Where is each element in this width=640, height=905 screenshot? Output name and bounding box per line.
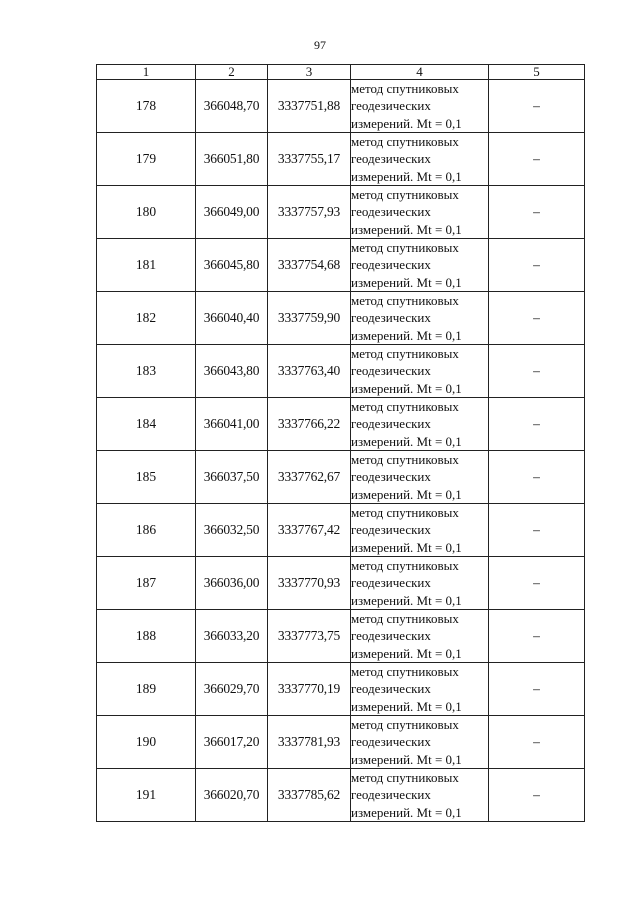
method-line: метод спутниковых [351, 134, 459, 150]
x-coordinate-cell: 366033,20 [196, 610, 268, 663]
table-row [97, 557, 585, 610]
method-line: метод спутниковых [351, 770, 459, 786]
point-number-cell: 187 [97, 557, 196, 610]
x-coordinate-cell: 366032,50 [196, 504, 268, 557]
y-coordinate-cell: 3337785,62 [268, 769, 351, 822]
method-line: метод спутниковых [351, 346, 459, 362]
point-number-cell: 182 [97, 292, 196, 345]
point-number-cell: 191 [97, 769, 196, 822]
point-number-cell: 180 [97, 186, 196, 239]
method-line: измерений. Mt = 0,1 [351, 274, 462, 290]
table-row [97, 504, 585, 557]
table-row [97, 345, 585, 398]
method-line: геодезических [351, 787, 431, 803]
method-line: метод спутниковых [351, 452, 459, 468]
column-header: 1 [97, 65, 196, 80]
method-line: геодезических [351, 151, 431, 167]
method-cell [351, 663, 489, 716]
table-row [97, 451, 585, 504]
method-cell [351, 345, 489, 398]
note-cell: – [489, 557, 585, 610]
table-body [97, 80, 585, 822]
y-coordinate-cell: 3337766,22 [268, 398, 351, 451]
method-line: измерений. Mt = 0,1 [351, 804, 462, 820]
point-number-cell: 186 [97, 504, 196, 557]
method-line: измерений. Mt = 0,1 [351, 327, 462, 343]
table-row [97, 133, 585, 186]
point-number-cell: 181 [97, 239, 196, 292]
point-number-cell: 189 [97, 663, 196, 716]
point-number-cell: 190 [97, 716, 196, 769]
method-line: измерений. Mt = 0,1 [351, 221, 462, 237]
table-row [97, 292, 585, 345]
method-line: измерений. Mt = 0,1 [351, 433, 462, 449]
method-line: измерений. Mt = 0,1 [351, 698, 462, 714]
method-cell [351, 80, 489, 133]
y-coordinate-cell: 3337767,42 [268, 504, 351, 557]
method-line: метод спутниковых [351, 187, 459, 203]
x-coordinate-cell: 366051,80 [196, 133, 268, 186]
table-row [97, 186, 585, 239]
table-row [97, 398, 585, 451]
method-cell [351, 769, 489, 822]
table-row [97, 80, 585, 133]
x-coordinate-cell: 366029,70 [196, 663, 268, 716]
x-coordinate-cell: 366037,50 [196, 451, 268, 504]
method-line: геодезических [351, 98, 431, 114]
method-cell [351, 292, 489, 345]
note-cell: – [489, 769, 585, 822]
table-row [97, 239, 585, 292]
method-line: метод спутниковых [351, 558, 459, 574]
method-cell [351, 610, 489, 663]
method-line: измерений. Mt = 0,1 [351, 539, 462, 555]
method-line: измерений. Mt = 0,1 [351, 592, 462, 608]
coordinates-table [96, 64, 585, 822]
table-row [97, 663, 585, 716]
method-line: метод спутниковых [351, 664, 459, 680]
method-line: геодезических [351, 204, 431, 220]
point-number-cell: 183 [97, 345, 196, 398]
method-line: метод спутниковых [351, 505, 459, 521]
x-coordinate-cell: 366041,00 [196, 398, 268, 451]
note-cell: – [489, 663, 585, 716]
note-cell: – [489, 133, 585, 186]
y-coordinate-cell: 3337773,75 [268, 610, 351, 663]
method-line: геодезических [351, 257, 431, 273]
table-row [97, 769, 585, 822]
x-coordinate-cell: 366020,70 [196, 769, 268, 822]
method-line: метод спутниковых [351, 81, 459, 97]
column-header: 2 [196, 65, 268, 80]
y-coordinate-cell: 3337770,93 [268, 557, 351, 610]
table-row [97, 716, 585, 769]
note-cell: – [489, 239, 585, 292]
y-coordinate-cell: 3337759,90 [268, 292, 351, 345]
method-cell [351, 557, 489, 610]
column-header: 3 [268, 65, 351, 80]
method-line: метод спутниковых [351, 240, 459, 256]
table-header-row [97, 65, 585, 80]
x-coordinate-cell: 366040,40 [196, 292, 268, 345]
method-line: метод спутниковых [351, 293, 459, 309]
note-cell: – [489, 610, 585, 663]
method-line: геодезических [351, 310, 431, 326]
method-cell [351, 239, 489, 292]
x-coordinate-cell: 366045,80 [196, 239, 268, 292]
method-line: измерений. Mt = 0,1 [351, 115, 462, 131]
y-coordinate-cell: 3337770,19 [268, 663, 351, 716]
x-coordinate-cell: 366048,70 [196, 80, 268, 133]
method-cell [351, 451, 489, 504]
method-line: геодезических [351, 363, 431, 379]
page-number: 97 [314, 38, 326, 52]
method-line: измерений. Mt = 0,1 [351, 645, 462, 661]
method-line: измерений. Mt = 0,1 [351, 751, 462, 767]
x-coordinate-cell: 366049,00 [196, 186, 268, 239]
method-line: измерений. Mt = 0,1 [351, 380, 462, 396]
method-line: геодезических [351, 469, 431, 485]
note-cell: – [489, 292, 585, 345]
point-number-cell: 188 [97, 610, 196, 663]
method-cell [351, 398, 489, 451]
method-line: измерений. Mt = 0,1 [351, 486, 462, 502]
method-line: геодезических [351, 628, 431, 644]
y-coordinate-cell: 3337781,93 [268, 716, 351, 769]
y-coordinate-cell: 3337754,68 [268, 239, 351, 292]
note-cell: – [489, 504, 585, 557]
method-line: геодезических [351, 575, 431, 591]
y-coordinate-cell: 3337763,40 [268, 345, 351, 398]
method-line: геодезических [351, 416, 431, 432]
point-number-cell: 179 [97, 133, 196, 186]
method-line: метод спутниковых [351, 611, 459, 627]
x-coordinate-cell: 366017,20 [196, 716, 268, 769]
method-line: геодезических [351, 681, 431, 697]
note-cell: – [489, 451, 585, 504]
method-line: метод спутниковых [351, 399, 459, 415]
note-cell: – [489, 80, 585, 133]
column-header: 5 [489, 65, 585, 80]
y-coordinate-cell: 3337762,67 [268, 451, 351, 504]
x-coordinate-cell: 366043,80 [196, 345, 268, 398]
method-cell [351, 716, 489, 769]
method-cell [351, 504, 489, 557]
note-cell: – [489, 186, 585, 239]
point-number-cell: 178 [97, 80, 196, 133]
method-cell [351, 133, 489, 186]
note-cell: – [489, 345, 585, 398]
point-number-cell: 184 [97, 398, 196, 451]
method-line: измерений. Mt = 0,1 [351, 168, 462, 184]
method-line: метод спутниковых [351, 717, 459, 733]
note-cell: – [489, 716, 585, 769]
method-line: геодезических [351, 522, 431, 538]
point-number-cell: 185 [97, 451, 196, 504]
y-coordinate-cell: 3337755,17 [268, 133, 351, 186]
method-cell [351, 186, 489, 239]
note-cell: – [489, 398, 585, 451]
column-header: 4 [351, 65, 489, 80]
y-coordinate-cell: 3337751,88 [268, 80, 351, 133]
y-coordinate-cell: 3337757,93 [268, 186, 351, 239]
table-row [97, 610, 585, 663]
method-line: геодезических [351, 734, 431, 750]
x-coordinate-cell: 366036,00 [196, 557, 268, 610]
